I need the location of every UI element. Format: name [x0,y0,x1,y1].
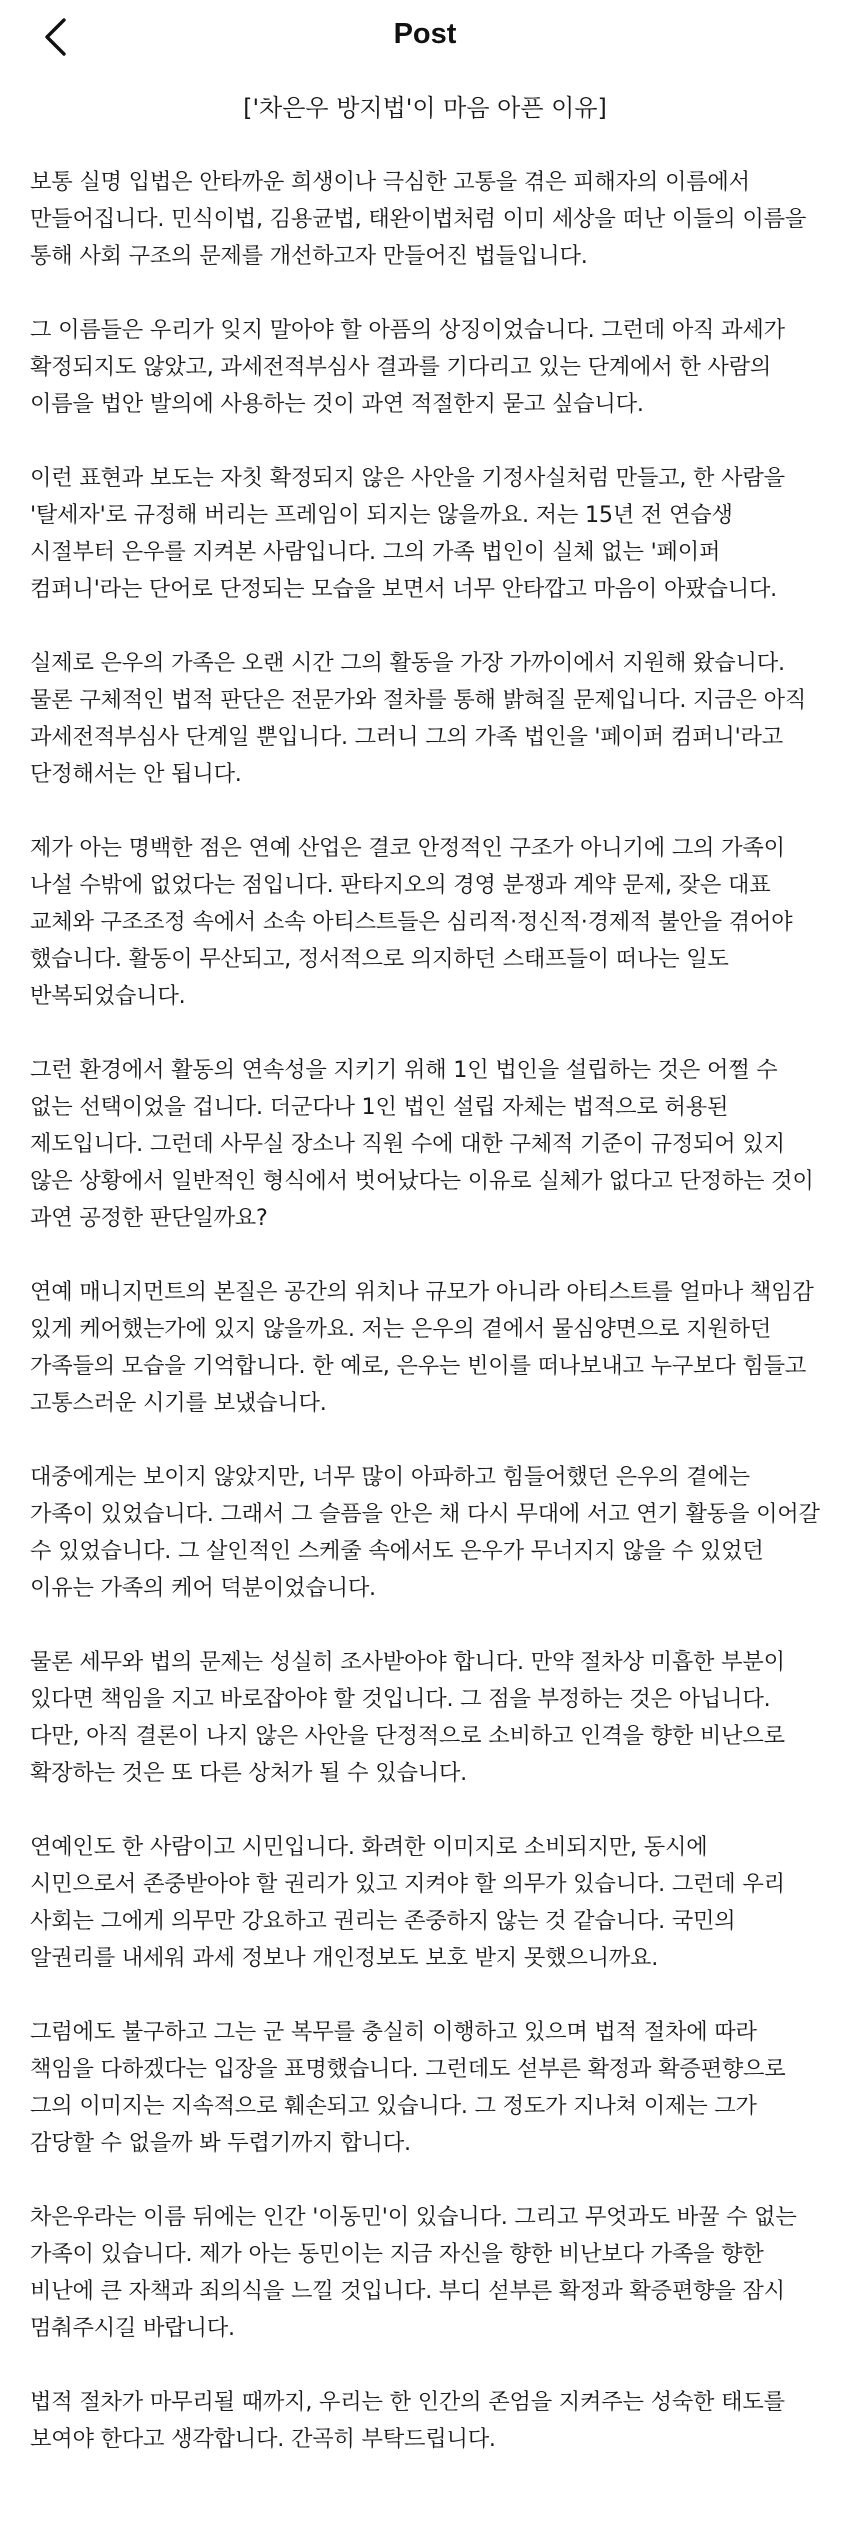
post-paragraph: 대중에게는 보이지 않았지만, 너무 많이 아파하고 힘들어했던 은우의 곁에는 가족이 있었습니다. 그래서 그 슬픔을 안은 채 다시 무대에 서고 연기 활동을 이어갈 수 있었습니다. 그 살인적인 스케줄 속에서도 은우가 무너지지 않을 수 있었던 이유는 가족의 케어 덕분이었습니다. [30,1464,820,1601]
post-title: ['차은우 방지법'이 마음 아픈 이유] [243,94,607,122]
post-paragraph: 이런 표현과 보도는 자칫 확정되지 않은 사안을 기정사실처럼 만들고, 한 사람을 '탈세자'로 규정해 버리는 프레임이 되지는 않을까요. 저는 15년 전 연습생 시절부터 은우를 지켜본 사람입니다. 그의 가족 법인이 실체 없는 '페이퍼 컴퍼니'라는 단어로 단정되는 모습을 보면서 너무 안타깝고 마음이 아팠습니다. [30,465,785,602]
post-paragraph: 차은우라는 이름 뒤에는 인간 '이동민'이 있습니다. 그리고 무엇과도 바꿀 수 없는 가족이 있습니다. 제가 아는 동민이는 지금 자신을 향한 비난보다 가족을 향한 비난에 큰 자책과 죄의식을 느낄 것입니다. 부디 섣부른 확정과 확증편향을 잠시 멈춰주시길 바랍니다. [30,2204,797,2341]
post-paragraph: 연예 매니지먼트의 본질은 공간의 위치나 규모가 아니라 아티스트를 얼마나 책임감 있게 케어했는가에 있지 않을까요. 저는 은우의 곁에서 물심양면으로 지원하던 가족들의 모습을 기억합니다. 한 예로, 은우는 빈이를 떠나보내고 누구보다 힘들고 고통스러운 시기를 보냈습니다. [30,1279,814,1416]
page-title: Post [393,18,457,50]
post-paragraph: 법적 절차가 마무리될 때까지, 우리는 한 인간의 존엄을 지켜주는 성숙한 태도를 보여야 한다고 생각합니다. 간곡히 부탁드립니다. [30,2389,785,2452]
post-paragraph: 그럼에도 불구하고 그는 군 복무를 충실히 이행하고 있으며 법적 절차에 따라 책임을 다하겠다는 입장을 표명했습니다. 그런데도 섣부른 확정과 확증편향으로 그의 이미지는 지속적으로 훼손되고 있습니다. 그 정도가 지나쳐 이제는 그가 감당할 수 없을까 봐 두렵기까지 합니다. [30,2019,786,2156]
post-paragraph: 그런 환경에서 활동의 연속성을 지키기 위해 1인 법인을 설립하는 것은 어쩔 수 없는 선택이었을 겁니다. 더군다나 1인 법인 설립 자체는 법적으로 허용된 제도입니다. 그런데 사무실 장소나 직원 수에 대한 구체적 기준이 규정되어 있지 않은 상황에서 일반적인 형식에서 벗어났다는 이유로 실체가 없다고 단정하는 것이 과연 공정한 판단일까요? [30,1057,814,1231]
post-body [30,92,820,2458]
post-paragraph: 연예인도 한 사람이고 시민입니다. 화려한 이미지로 소비되지만, 동시에 시민으로서 존중받아야 할 권리가 있고 지켜야 할 의무가 있습니다. 그런데 우리 사회는 그에게 의무만 강요하고 권리는 존중하지 않는 것 같습니다. 국민의 알권리를 내세워 과세 정보나 개인정보도 보호 받지 못했으니까요. [30,1834,785,1971]
post-paragraph: 보통 실명 입법은 안타까운 희생이나 극심한 고통을 겪은 피해자의 이름에서 만들어집니다. 민식이법, 김용균법, 태완이법처럼 이미 세상을 떠난 이들의 이름을 통해 사회 구조의 문제를 개선하고자 만들어진 법들입니다. [30,169,807,269]
post-paragraph: 제가 아는 명백한 점은 연예 산업은 결코 안정적인 구조가 아니기에 그의 가족이 나설 수밖에 없었다는 점입니다. 판타지오의 경영 분쟁과 계약 문제, 잦은 대표 교체와 구조조정 속에서 소속 아티스트들은 심리적·정신적·경제적 불안을 겪어야 했습니다. 활동이 무산되고, 정서적으로 의지하던 스태프들이 떠나는 일도 반복되었습니다. [30,835,793,1009]
post-paragraph: 물론 세무와 법의 문제는 성실히 조사받아야 합니다. 만약 절차상 미흡한 부분이 있다면 책임을 지고 바로잡아야 할 것입니다. 그 점을 부정하는 것은 아닙니다. 다만, 아직 결론이 나지 않은 사안을 단정적으로 소비하고 인격을 향한 비난으로 확장하는 것은 또 다른 상처가 될 수 있습니다. [30,1649,785,1786]
post-paragraph: 그 이름들은 우리가 잊지 말아야 할 아픔의 상징이었습니다. 그런데 아직 과세가 확정되지도 않았고, 과세전적부심사 결과를 기다리고 있는 단계에서 한 사람의 이름을 법안 발의에 사용하는 것이 과연 적절한지 묻고 싶습니다. [30,317,785,417]
top-bar [0,0,850,70]
post-paragraph: 실제로 은우의 가족은 오랜 시간 그의 활동을 가장 가까이에서 지원해 왔습니다. 물론 구체적인 법적 판단은 전문가와 절차를 통해 밝혀질 문제입니다. 지금은 아직 과세전적부심사 단계일 뿐입니다. 그러니 그의 가족 법인을 '페이퍼 컴퍼니'라고 단정해서는 안 됩니다. [30,650,807,787]
